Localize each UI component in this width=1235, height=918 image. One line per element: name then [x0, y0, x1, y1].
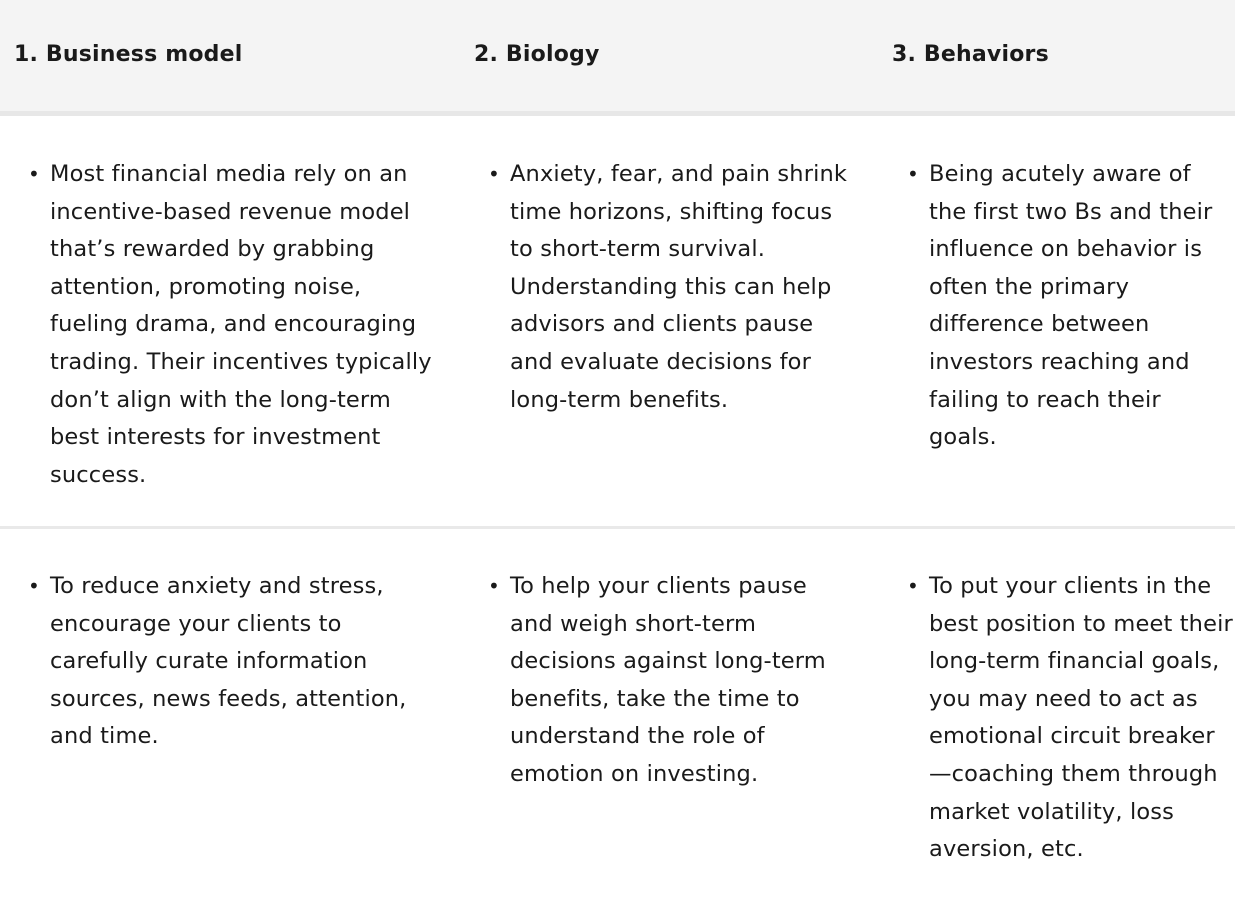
bullet-text: To reduce anxiety and stress, encourage your clients to carefully curate information sources, news feeds, attention, and time.	[50, 573, 407, 750]
table-row	[0, 114, 1235, 528]
table-header	[0, 0, 1235, 114]
cell-business-model-insight	[0, 114, 460, 528]
cell-behaviors-insight	[879, 114, 1235, 528]
bullet-marker: •	[488, 162, 500, 186]
header-label: 2. Biology	[474, 42, 600, 67]
bullet-item	[460, 116, 879, 419]
header-row	[0, 0, 1235, 114]
bullet-text: Most financial media rely on an incentive-based revenue model that’s rewarded by grabbing attention, promoting noise, fueling drama, and encouraging trading. Their incentives typically don’t align with the long-term best interests for investment success.	[50, 161, 432, 488]
header-business-model	[0, 0, 460, 114]
bullet-item	[0, 529, 460, 756]
header-behaviors	[879, 0, 1235, 114]
cell-biology-insight	[460, 114, 879, 528]
bullet-marker: •	[907, 574, 919, 598]
bullet-marker: •	[28, 162, 40, 186]
bullet-item	[879, 116, 1235, 457]
cell-biology-action	[460, 528, 879, 916]
bullet-item	[460, 529, 879, 794]
bullet-item	[879, 529, 1235, 869]
bullet-text: Being acutely aware of the first two Bs and their influence on behavior is often the primary difference between investors reaching and failing to reach their goals.	[929, 161, 1213, 451]
bullet-text: To put your clients in the best position to meet their long-term financial goals, you may need to act as emotional circuit breaker—coaching them through market volatility, loss aversion, etc.	[929, 573, 1233, 863]
bullet-marker: •	[907, 162, 919, 186]
cell-business-model-action	[0, 528, 460, 916]
header-label: 1. Business model	[14, 42, 243, 67]
table-row	[0, 528, 1235, 916]
bullet-marker: •	[28, 574, 40, 598]
bullet-item	[0, 116, 460, 494]
bullet-marker: •	[488, 574, 500, 598]
header-label: 3. Behaviors	[892, 42, 1049, 67]
bullet-text: Anxiety, fear, and pain shrink time horizons, shifting focus to short-term survival. Understanding this can help advisors and clients pause and evaluate decisions for long-term benefits.	[510, 161, 848, 413]
bullet-text: To help your clients pause and weigh short-term decisions against long-term benefits, take the time to understand the role of emotion on investing.	[510, 573, 826, 787]
cell-behaviors-action	[879, 528, 1235, 916]
table-body	[0, 114, 1235, 916]
header-biology	[460, 0, 879, 114]
